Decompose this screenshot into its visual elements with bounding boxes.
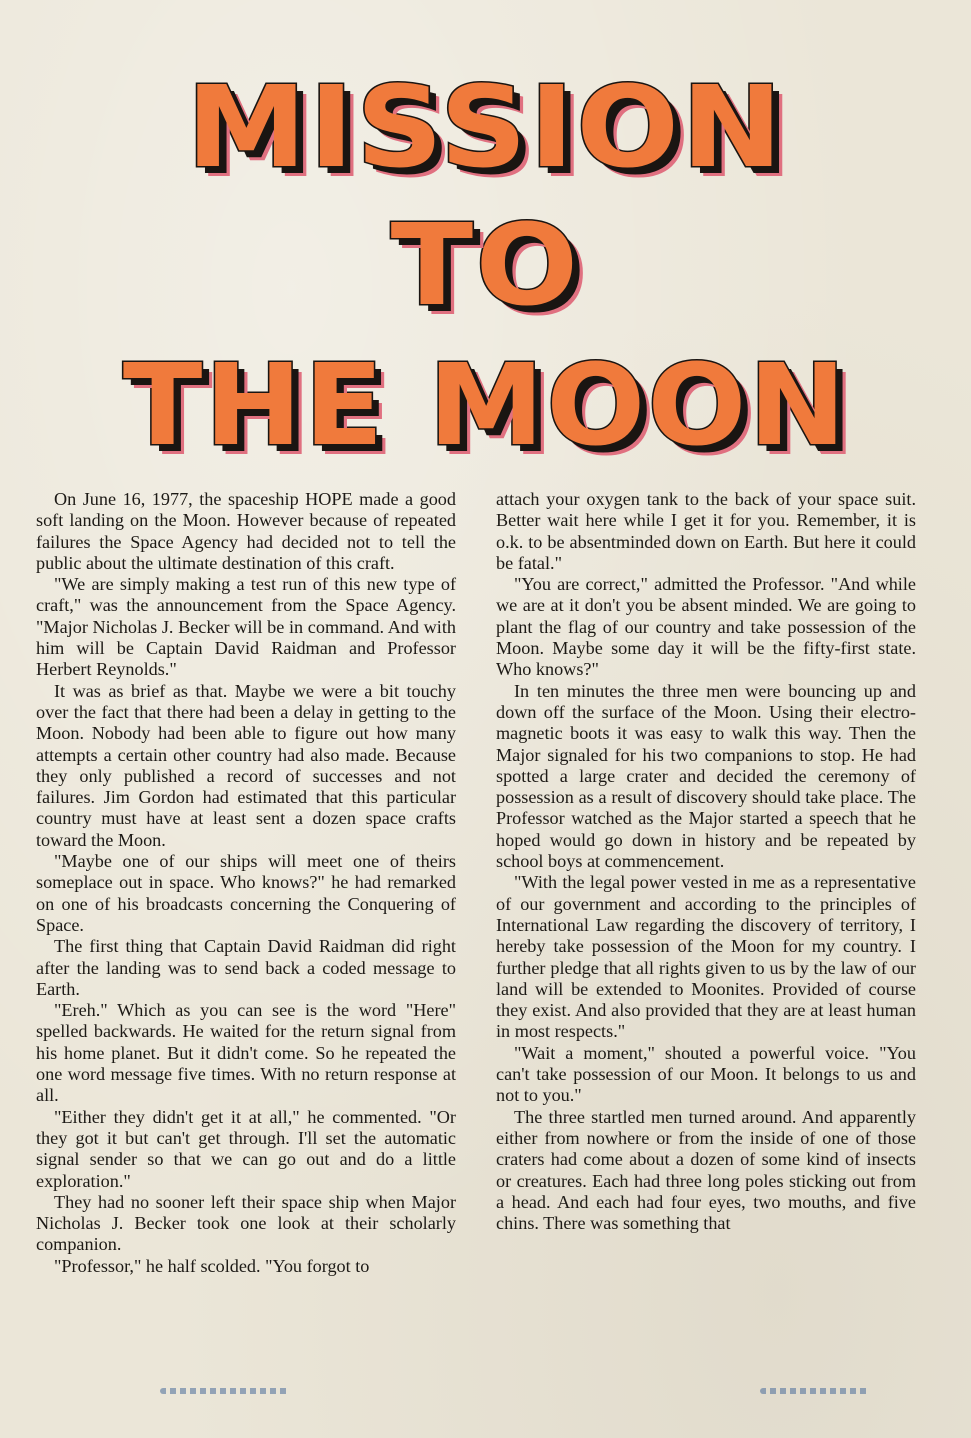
paragraph: "With the legal power vested in me as a representative of our government and according to the principles of International Law regarding the discovery of territory, I hereby take possession of the Moon for my country. I further pledge that all rights given to us by the law of our land will be extended to Moonites. Provided of course they exist. And also provided that they are at least human in most respects." [496,872,916,1042]
paragraph: "You are correct," admitted the Professor. "And while we are at it don't you be absent minded. We are going to plant the flag of our country and take possession of the Moon. Maybe some day it will be the fifty-first state. Who knows?" [496,574,916,680]
paragraph: "Ereh." Which as you can see is the word "Here" spelled backwards. He waited for the return signal from his home planet. But it didn't come. So he repeated the one word message five times. With no return response at all. [36,1000,456,1106]
paragraph: In ten minutes the three men were bouncing up and down off the surface of the Moon. Using their electro-magnetic boots it was easy to walk this way. Then the Major signaled for his two companions to stop. He had spotted a large crater and decided the ceremony of possession as a result of discovery should take place. The Professor watched as the Major started a speech that he hoped would go down in history and be repeated by school boys at commencement. [496,680,916,872]
story-column-right [496,489,916,1234]
paragraph: "Wait a moment," shouted a powerful voice. "You can't take possession of our Moon. It belongs to us and not to you." [496,1042,916,1106]
title-line-the-moon: THE MOON [122,341,849,471]
print-smudge [760,1388,870,1394]
paragraph: The three startled men turned around. And apparently either from nowhere or from the inside of one of those craters had come about a dozen of some kind of insects or creatures. Each had three long poles sticking out from a head. And each had four eyes, two mouths, and five chins. There was something that [496,1106,916,1234]
paragraph: attach your oxygen tank to the back of your space suit. Better wait here while I get it for you. Remember, it is o.k. to be absentminded down on Earth. But here it could be fatal." [496,489,916,573]
story-column-left [36,489,456,1277]
paragraph: On June 16, 1977, the spaceship HOPE made a good soft landing on the Moon. However because of repeated failures the Space Agency had decided not to tell the public about the ultimate destination of this craft. [36,489,456,573]
title-line-mission: MISSION [186,63,785,193]
paragraph: "We are simply making a test run of this new type of craft," was the announcement from the Space Agency. "Major Nicholas J. Becker will be in command. And with him will be Captain David Raidman and Professor Herbert Reynolds." [36,574,456,680]
paragraph: "Maybe one of our ships will meet one of theirs someplace out in space. Who knows?" he had remarked on one of his broadcasts concerning the Conquering of Space. [36,851,456,935]
title-line-to: TO [390,201,581,331]
paragraph: The first thing that Captain David Raidman did right after the landing was to send back a coded message to Earth. [36,936,456,999]
paragraph: They had no sooner left their space ship when Major Nicholas J. Becker took one look at their scholarly companion. [36,1191,456,1255]
paragraph: "Professor," he half scolded. "You forgot to [54,1255,370,1276]
paragraph: "Either they didn't get it at all," he commented. "Or they got it but can't get through. I'll set the automatic signal sender so that we can go out and do a little exploration." [36,1106,456,1191]
paragraph: It was as brief as that. Maybe we were a bit touchy over the fact that there had been a delay in getting to the Moon. Nobody had been able to figure out how many attempts a certain other country had also made. Because they only published a record of successes and not failures. Jim Gordon had estimated that this particular country must have at least sent a dozen space crafts toward the Moon. [36,680,456,850]
print-smudge [160,1388,290,1394]
